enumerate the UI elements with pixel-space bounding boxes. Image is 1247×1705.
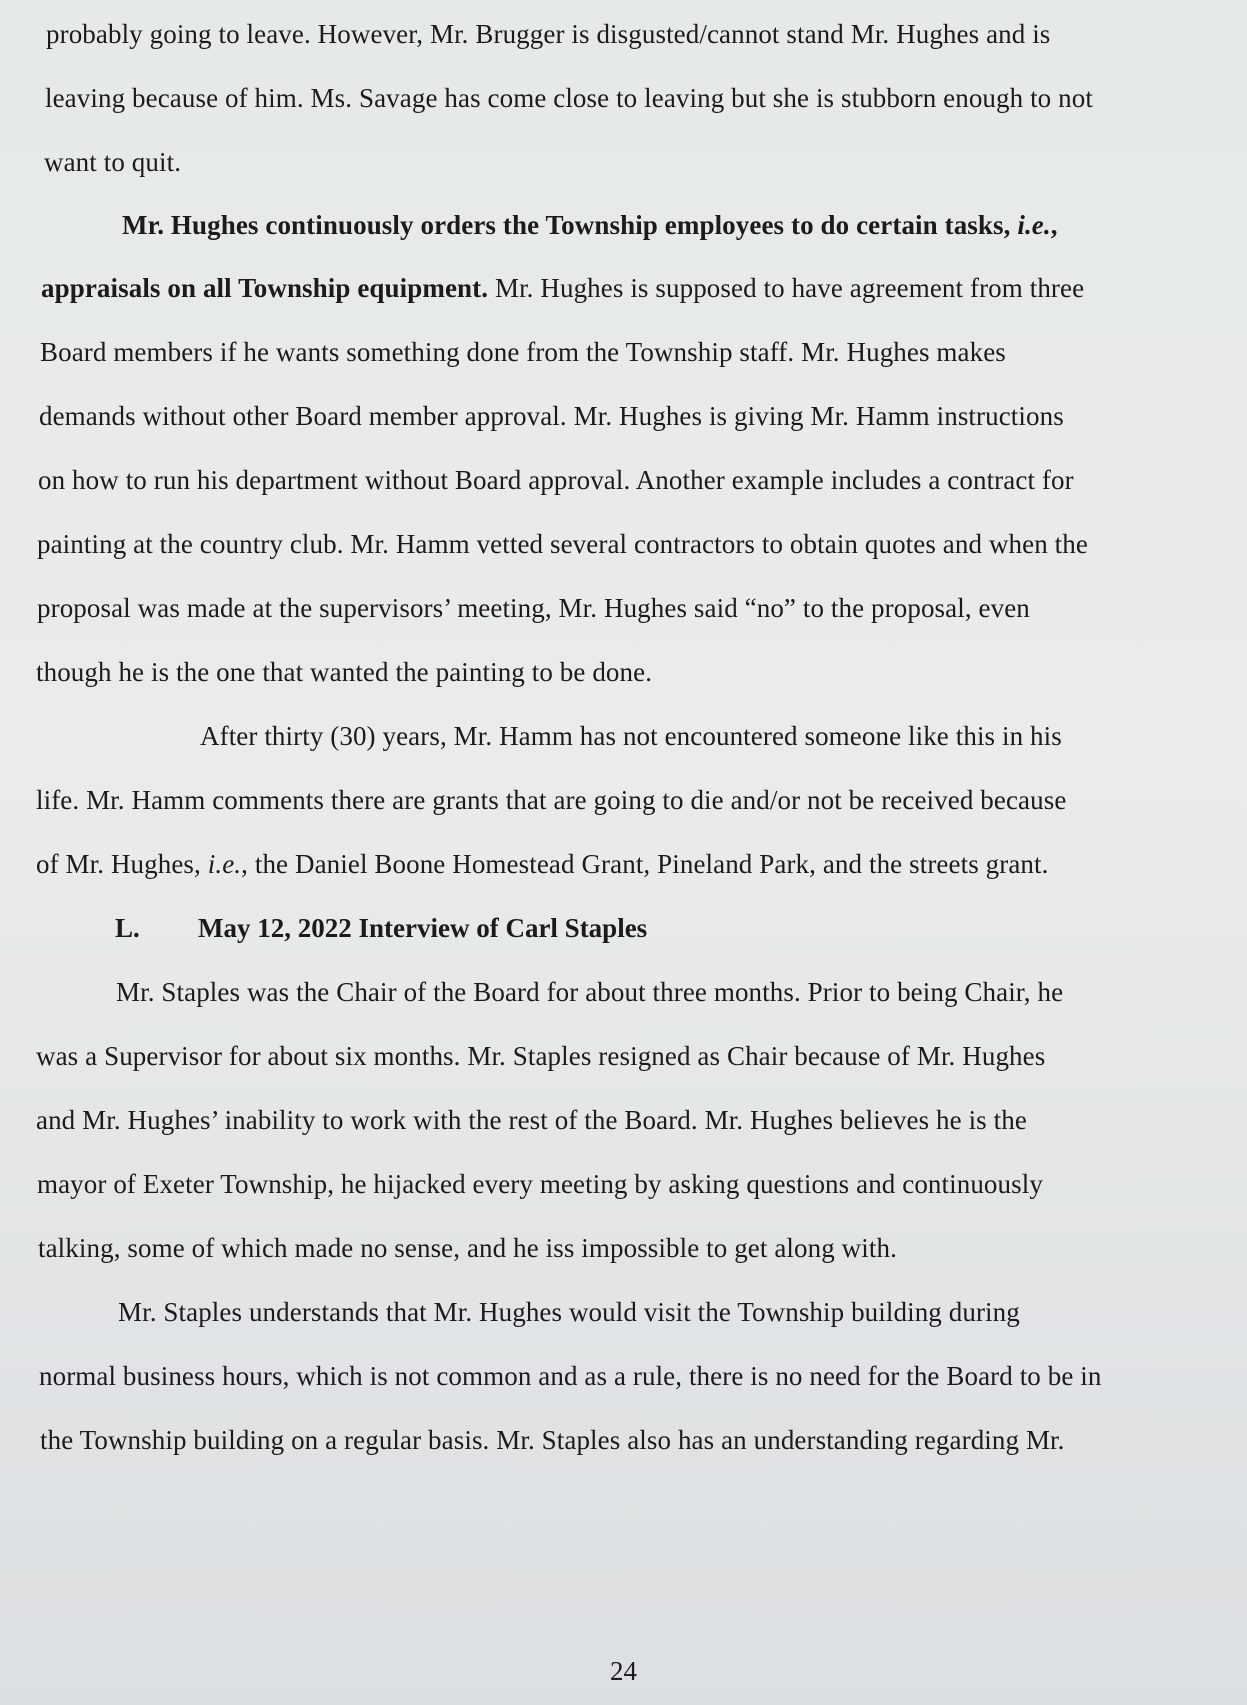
text-line: leaving because of him. Ms. Savage has come close to leaving but she is stubborn enough to not <box>45 83 1093 113</box>
text-line: Mr. Staples was the Chair of the Board for about three months. Prior to being Chair, he <box>116 977 1064 1007</box>
text-line: Board members if he wants something done from the Township staff. Mr. Hughes makes <box>40 337 1006 367</box>
text-line: the Township building on a regular basis. Mr. Staples also has an understanding regarding Mr. <box>40 1425 1065 1455</box>
plain-text: , the Daniel Boone Homestead Grant, Pineland Park, and the streets grant. <box>241 849 1049 879</box>
bold-text: , <box>1050 210 1058 240</box>
section-letter: L. <box>115 913 140 943</box>
text-line: Mr. Staples understands that Mr. Hughes would visit the Township building during <box>118 1297 1020 1327</box>
text-line: demands without other Board member approval. Mr. Hughes is giving Mr. Hamm instructions <box>39 401 1064 431</box>
text-line: painting at the country club. Mr. Hamm vetted several contractors to obtain quotes and when the <box>37 529 1088 559</box>
text-line: probably going to leave. However, Mr. Brugger is disgusted/cannot stand Mr. Hughes and is <box>46 19 1051 49</box>
text-line: though he is the one that wanted the painting to be done. <box>36 657 653 687</box>
text-line: mayor of Exeter Township, he hijacked every meeting by asking questions and continuously <box>37 1169 1043 1199</box>
section-heading: May 12, 2022 Interview of Carl Staples <box>198 913 648 943</box>
plain-text: of Mr. Hughes, <box>36 849 208 879</box>
text-line: on how to run his department without Board approval. Another example includes a contract for <box>38 465 1074 495</box>
italic-text: i.e. <box>207 849 242 879</box>
text-line: proposal was made at the supervisors’ meeting, Mr. Hughes said “no” to the proposal, even <box>37 593 1030 623</box>
plain-text: Mr. Hughes is supposed to have agreement from three <box>488 273 1085 303</box>
text-line <box>41 272 1084 304</box>
text-line: normal business hours, which is not common and as a rule, there is no need for the Board to be in <box>39 1361 1102 1391</box>
text-line: want to quit. <box>44 147 182 177</box>
text-line: talking, some of which made no sense, and he iss impossible to get along with. <box>38 1233 897 1263</box>
bold-italic-text: i.e. <box>1017 210 1051 240</box>
text-line <box>36 848 1048 880</box>
bold-text: Mr. Hughes continuously orders the Township employees to do certain tasks, <box>122 210 1018 240</box>
text-line: was a Supervisor for about six months. Mr. Staples resigned as Chair because of Mr. Hughes <box>36 1041 1046 1071</box>
text-line: After thirty (30) years, Mr. Hamm has not encountered someone like this in his <box>200 721 1062 751</box>
text-line: and Mr. Hughes’ inability to work with the rest of the Board. Mr. Hughes believes he is the <box>36 1105 1027 1135</box>
bold-text: appraisals on all Township equipment. <box>41 273 489 303</box>
bold-topic-sentence <box>122 209 1058 241</box>
text-line: life. Mr. Hamm comments there are grants that are going to die and/or not be received because <box>36 785 1067 815</box>
page-number: 24 <box>610 1656 637 1686</box>
